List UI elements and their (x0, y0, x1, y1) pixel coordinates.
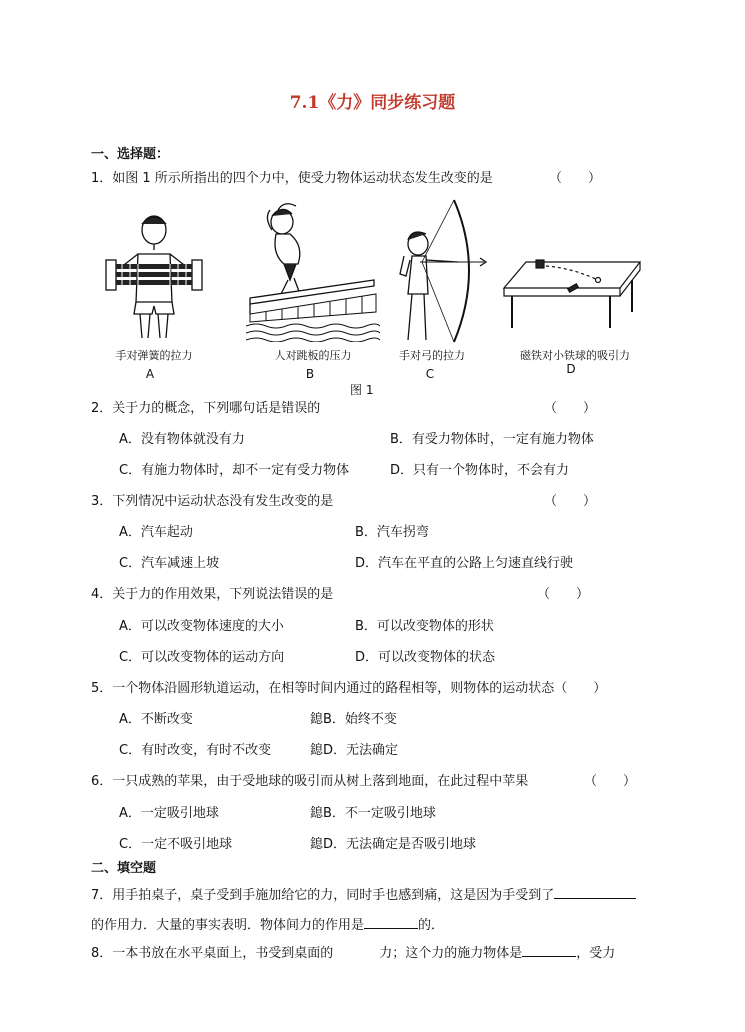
question-4-text: 4．关于力的作用效果，下列说法错误的是 (91, 587, 334, 602)
question-1-text: 1．如图 1 所示所指出的四个力中，使受力物体运动状态发生改变的是 (91, 171, 493, 186)
question-4-option-c: C．可以改变物体的运动方向 (119, 650, 285, 665)
question-5-option-a: A．不断改变 (119, 712, 193, 727)
archer-bow-figure (392, 194, 488, 346)
question-2-option-b: B．有受力物体时，一定有施力物体 (390, 432, 594, 447)
figure-c-caption: 手对弓的拉力 (399, 349, 465, 362)
question-8-line-1 (91, 942, 615, 961)
magnet-ball-table-figure (502, 250, 644, 330)
figure-c-letter: C (425, 367, 435, 381)
question-7-blank-2[interactable] (364, 916, 418, 929)
figure-a-letter: A (145, 367, 155, 381)
question-8-blank-2[interactable] (522, 944, 576, 957)
question-8-part-1: 8．一本书放在水平桌面上，书受到桌面的 (91, 946, 334, 961)
question-4-answer-paren: （ ） (537, 587, 590, 602)
figure-a-caption: 手对弹簧的拉力 (115, 349, 193, 362)
question-6-option-c: C．一定不吸引地球 (119, 837, 233, 852)
question-2-option-d: D．只有一个物体时，不会有力 (390, 463, 570, 478)
question-5-option-c: C．有时改变，有时不改变 (119, 743, 272, 758)
question-7-blank-1[interactable] (554, 886, 636, 899)
question-6-text: 6．一只成熟的苹果，由于受地球的吸引而从树上落到地面，在此过程中苹果 (91, 774, 529, 789)
question-4-option-b: B．可以改变物体的形状 (355, 619, 494, 634)
question-7-line-1 (91, 884, 636, 903)
question-6-option-d: 鎴D．无法确定是否吸引地球 (310, 837, 477, 852)
figure-d-caption: 磁铁对小铁球的吸引力 (520, 349, 630, 362)
question-1-answer-paren: （ ） (549, 171, 602, 186)
question-7-part-1: 7．用手拍桌子，桌子受到手施加给它的力，同时手也感到痛，这是因为手受到了 (91, 888, 555, 903)
question-2-option-a: A．没有物体就没有力 (119, 432, 245, 447)
question-6-option-b: 鎴B．不一定吸引地球 (310, 806, 436, 821)
question-8-part-2: 力；这个力的施力物体是 (379, 946, 523, 961)
question-7-part-2: 的作用力．大量的事实表明．物体间力的作用是 (91, 918, 365, 933)
figure-b-letter: B (305, 367, 315, 381)
question-8-part-3: ，受力 (576, 946, 616, 961)
section-heading-fill-blank: 二、填空题 (91, 861, 157, 876)
question-7-line-2 (91, 914, 444, 933)
question-2-option-c: C．有施力物体时，却不一定有受力物体 (119, 463, 350, 478)
question-3-text: 3．下列情况中运动状态没有发生改变的是 (91, 494, 334, 509)
question-6-answer-paren: （ ） (584, 774, 637, 789)
question-5-option-b: 鎴B．始终不变 (310, 712, 397, 727)
question-3-option-d: D．汽车在平直的公路上匀速直线行驶 (355, 556, 574, 571)
figure-d-letter: D (566, 362, 576, 376)
figure-b-caption: 人对跳板的压力 (274, 349, 352, 362)
question-4-option-a: A．可以改变物体速度的大小 (119, 619, 284, 634)
question-7-part-3: 的． (418, 918, 445, 933)
question-3-option-c: C．汽车减速上坡 (119, 556, 220, 571)
spring-stretch-figure (100, 210, 208, 342)
figure-1-caption: 图 1 (350, 383, 374, 397)
question-2-answer-paren: （ ） (544, 401, 597, 416)
question-2-text: 2．关于力的概念，下列哪句话是错误的 (91, 401, 321, 416)
diving-board-figure (246, 200, 380, 342)
question-3-answer-paren: （ ） (544, 494, 597, 509)
question-6-option-a: A．一定吸引地球 (119, 806, 219, 821)
page-title: 7.1《力》同步练习题 (289, 93, 456, 113)
question-4-option-d: D．可以改变物体的状态 (355, 650, 496, 665)
question-5-option-d: 鎴D．无法确定 (310, 743, 399, 758)
section-heading-choice: 一、选择题： (91, 147, 170, 162)
question-3-option-b: B．汽车拐弯 (355, 525, 429, 540)
question-3-option-a: A．汽车起动 (119, 525, 193, 540)
question-5-text: 5．一个物体沿圆形轨道运动，在相等时间内通过的路程相等，则物体的运动状态（ ） (91, 681, 607, 696)
